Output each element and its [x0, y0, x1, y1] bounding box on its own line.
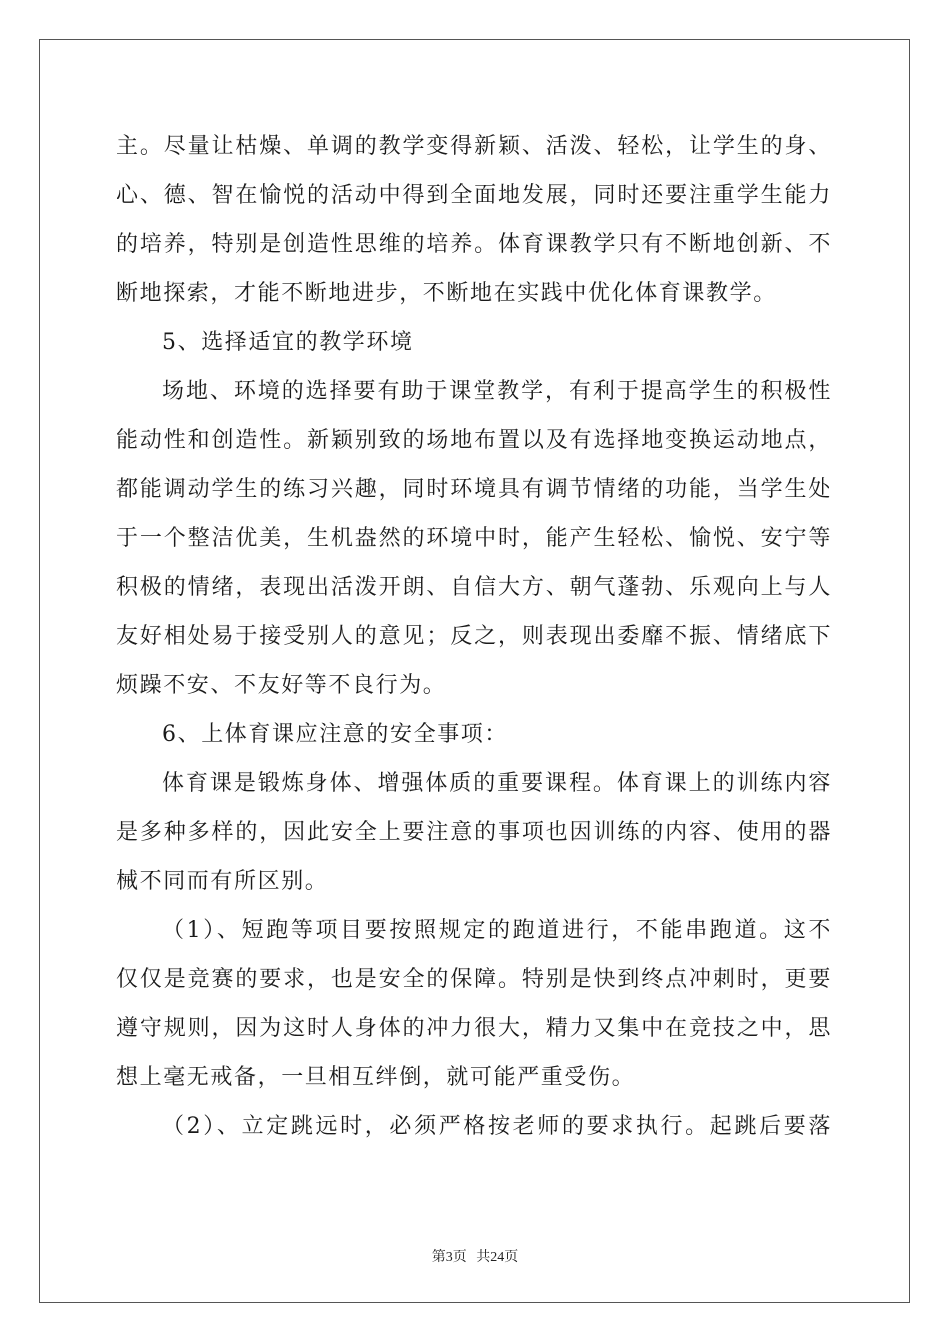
text-line: 积极的情绪，表现出活泼开朗、自信大方、朝气蓬勃、乐观向上与人: [116, 575, 832, 600]
text-line: 心、德、智在愉悦的活动中得到全面地发展，同时还要注重学生能力: [116, 183, 832, 208]
text-line: 能动性和创造性。新颖别致的场地布置以及有选择地变换运动地点，: [116, 428, 832, 453]
text-line: 都能调动学生的练习兴趣，同时环境具有调节情绪的功能，当学生处: [116, 477, 832, 502]
text-line: 想上毫无戒备，一旦相互绊倒，就可能严重受伤。: [116, 1065, 636, 1090]
page-total: 共24页: [476, 1250, 519, 1265]
text-line: 械不同而有所区别。: [116, 869, 329, 894]
text-line: 遵守规则，因为这时人身体的冲力很大，精力又集中在竞技之中，思: [116, 1016, 832, 1041]
section-heading: 6、上体育课应注意的安全事项：: [162, 722, 508, 747]
text-line: 烦躁不安、不友好等不良行为。: [116, 673, 447, 698]
text-line: 友好相处易于接受别人的意见；反之，则表现出委靡不振、情绪底下: [116, 624, 832, 649]
text-line: 断地探索，才能不断地进步，不断地在实践中优化体育课教学。: [116, 281, 777, 306]
text-line: 体育课是锻炼身体、增强体质的重要课程。体育课上的训练内容: [162, 771, 832, 796]
page-footer: [0, 1246, 950, 1266]
text-line: 的培养，特别是创造性思维的培养。体育课教学只有不断地创新、不: [116, 232, 832, 257]
section-heading: 5、选择适宜的教学环境: [162, 330, 414, 355]
text-line: 于一个整洁优美，生机盎然的环境中时，能产生轻松、愉悦、安宁等: [116, 526, 832, 551]
text-line: 主。尽量让枯燥、单调的教学变得新颖、活泼、轻松，让学生的身、: [116, 134, 832, 159]
page-number: 第3页: [431, 1250, 467, 1265]
text-line: 场地、环境的选择要有助于课堂教学，有利于提高学生的积极性: [162, 379, 832, 404]
text-line: （1）、短跑等项目要按照规定的跑道进行，不能串跑道。这不: [162, 918, 832, 943]
text-line: 是多种多样的，因此安全上要注意的事项也因训练的内容、使用的器: [116, 820, 832, 845]
text-line: （2）、立定跳远时，必须严格按老师的要求执行。起跳后要落: [162, 1114, 832, 1139]
text-line: 仅仅是竞赛的要求，也是安全的保障。特别是快到终点冲刺时，更要: [116, 967, 832, 992]
document-body: [116, 122, 832, 1151]
